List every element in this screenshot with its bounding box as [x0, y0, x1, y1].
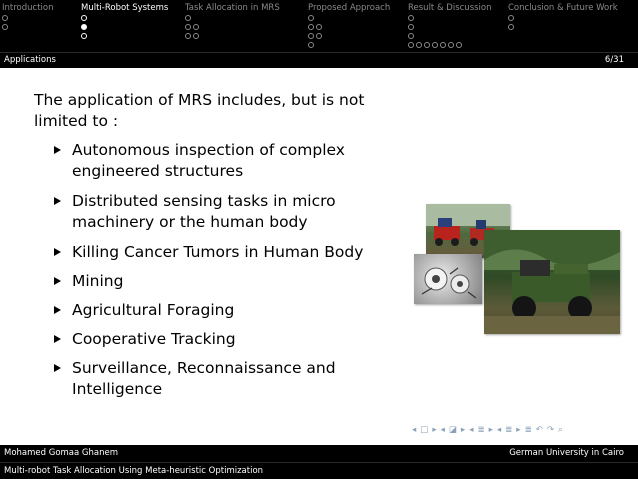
nav-section-label[interactable]: Task Allocation in MRS: [185, 3, 280, 13]
frame-dot[interactable]: [424, 42, 430, 48]
frame-dot[interactable]: [416, 42, 422, 48]
frame-dot[interactable]: [308, 33, 314, 39]
frame-dot[interactable]: [185, 33, 191, 39]
bullet-triangle-icon: [54, 146, 61, 154]
frame-dot[interactable]: [308, 24, 314, 30]
list-item-text: Mining: [72, 272, 124, 290]
nav-section-label[interactable]: Multi-Robot Systems: [81, 3, 169, 13]
list-item-text: Autonomous inspection of complex engineered structures: [72, 141, 345, 180]
intro-text: The application of MRS includes, but is not limited to :: [34, 91, 365, 130]
dot-row: [308, 15, 390, 23]
nav-prev-icon[interactable]: ◂: [469, 425, 474, 435]
forward-icon[interactable]: ↷: [546, 425, 554, 435]
nav-next-icon[interactable]: ▸: [460, 425, 466, 435]
dot-row: [185, 24, 280, 32]
frame-icon[interactable]: □: [420, 425, 429, 435]
author-name: Mohamed Gomaa Ghanem: [4, 448, 119, 458]
frame-dot[interactable]: [440, 42, 446, 48]
nav-prev-icon[interactable]: ◂: [440, 425, 445, 435]
nav-section-multi-robot-systems[interactable]: [81, 3, 168, 41]
dot-row: [185, 33, 280, 41]
list-item: [52, 242, 392, 263]
dot-row: [81, 33, 168, 41]
frame-dot[interactable]: [308, 42, 314, 48]
frame-dot[interactable]: [508, 24, 514, 30]
list-item-text: Surveillance, Reconnaissance and Intelligence: [72, 359, 336, 398]
frame-dot[interactable]: [408, 33, 414, 39]
section-dots: [81, 15, 168, 41]
dot-row: [408, 24, 492, 32]
dot-row: [2, 24, 53, 32]
list-item: [52, 140, 392, 182]
section-dots: [308, 15, 390, 50]
list-item: [52, 300, 392, 321]
section-dots: [508, 15, 618, 32]
frame-dot[interactable]: [316, 33, 322, 39]
dot-row: [408, 33, 492, 41]
beamer-navigation-symbols: [412, 425, 563, 435]
document-icon[interactable]: ≣: [505, 425, 513, 435]
dot-row: [308, 24, 390, 32]
dot-row: [81, 15, 168, 23]
nav-section-label[interactable]: Result & Discussion: [408, 3, 492, 13]
frame-dot[interactable]: [316, 24, 322, 30]
dot-row: [408, 15, 492, 23]
frame-dot[interactable]: [432, 42, 438, 48]
section-dots: [185, 15, 280, 41]
frame-dot[interactable]: [81, 15, 87, 21]
dot-row: [508, 24, 618, 32]
nav-section-proposed-approach[interactable]: [308, 3, 390, 50]
footer-author-bar: [0, 445, 638, 462]
frame-dot[interactable]: [193, 24, 199, 30]
frame-dot[interactable]: [408, 24, 414, 30]
bullet-triangle-icon: [54, 335, 61, 343]
dot-row: [185, 15, 280, 23]
field-vehicle-photo: [484, 230, 620, 334]
application-list: [52, 140, 392, 409]
frame-dot[interactable]: [456, 42, 462, 48]
frame-dot[interactable]: [408, 15, 414, 21]
nav-next-icon[interactable]: ▸: [516, 425, 521, 435]
list-item: [52, 329, 392, 350]
nav-section-label[interactable]: Proposed Approach: [308, 3, 391, 13]
section-title: Applications: [4, 55, 56, 65]
frame-dot[interactable]: [408, 42, 414, 48]
bullet-triangle-icon: [54, 197, 61, 205]
list-item-text: Distributed sensing tasks in micro machinery or the human body: [72, 192, 336, 231]
nav-section-conclusion[interactable]: [508, 3, 618, 32]
frame-dot[interactable]: [508, 15, 514, 21]
page-number: 6/31: [604, 55, 624, 65]
list-item: [52, 191, 392, 233]
list-item-text: Killing Cancer Tumors in Human Body: [72, 243, 364, 261]
dot-row: [408, 42, 492, 50]
bullet-triangle-icon: [54, 277, 61, 285]
bullet-triangle-icon: [54, 364, 61, 372]
dot-row: [2, 15, 53, 23]
list-item-text: Agricultural Foraging: [72, 301, 235, 319]
list-item-text: Cooperative Tracking: [72, 330, 236, 348]
list-item: [52, 271, 392, 292]
frame-dot[interactable]: [448, 42, 454, 48]
nav-section-introduction[interactable]: [2, 3, 53, 32]
frame-dot[interactable]: [81, 33, 87, 39]
institute-name: German University in Cairo: [509, 448, 624, 458]
list-item: [52, 358, 392, 400]
section-title-bar: [0, 52, 638, 68]
micro-robot-photo: [414, 254, 482, 304]
frame-dot[interactable]: [193, 33, 199, 39]
dot-row: [81, 24, 168, 32]
nav-section-result-discussion[interactable]: [408, 3, 492, 50]
current-frame-dot[interactable]: [81, 24, 87, 30]
bullet-triangle-icon: [54, 248, 61, 256]
section-dots: [2, 15, 53, 32]
frame-dot[interactable]: [308, 15, 314, 21]
align-icon[interactable]: ≣: [524, 425, 532, 435]
robot-photo-collage: [414, 196, 620, 334]
nav-next-icon[interactable]: ▸: [432, 425, 437, 435]
section-dots: [408, 15, 492, 50]
nav-prev-icon[interactable]: ◂: [412, 425, 417, 435]
nav-prev-icon[interactable]: ◂: [496, 425, 502, 435]
top-navigation-bar: [0, 0, 638, 52]
section-icon[interactable]: ≣: [477, 425, 485, 435]
frame-dot[interactable]: [2, 15, 8, 21]
search-icon[interactable]: ⌕: [557, 425, 563, 435]
frame-dot[interactable]: [185, 24, 191, 30]
nav-next-icon[interactable]: ▸: [488, 425, 493, 435]
dot-row: [308, 33, 390, 41]
subsection-icon[interactable]: ◪: [448, 425, 457, 435]
nav-section-label[interactable]: Introduction: [2, 3, 54, 13]
nav-section-label[interactable]: Conclusion & Future Work: [508, 3, 618, 13]
dot-row: [308, 42, 390, 50]
presentation-title: Multi-robot Task Allocation Using Meta-heuristic Optimization: [4, 466, 264, 476]
back-icon[interactable]: ↶: [535, 425, 543, 435]
nav-section-task-allocation[interactable]: [185, 3, 280, 41]
footer-title-bar: [0, 462, 638, 479]
frame-dot[interactable]: [2, 24, 8, 30]
bullet-triangle-icon: [54, 306, 61, 314]
dot-row: [508, 15, 618, 23]
frame-dot[interactable]: [185, 15, 191, 21]
